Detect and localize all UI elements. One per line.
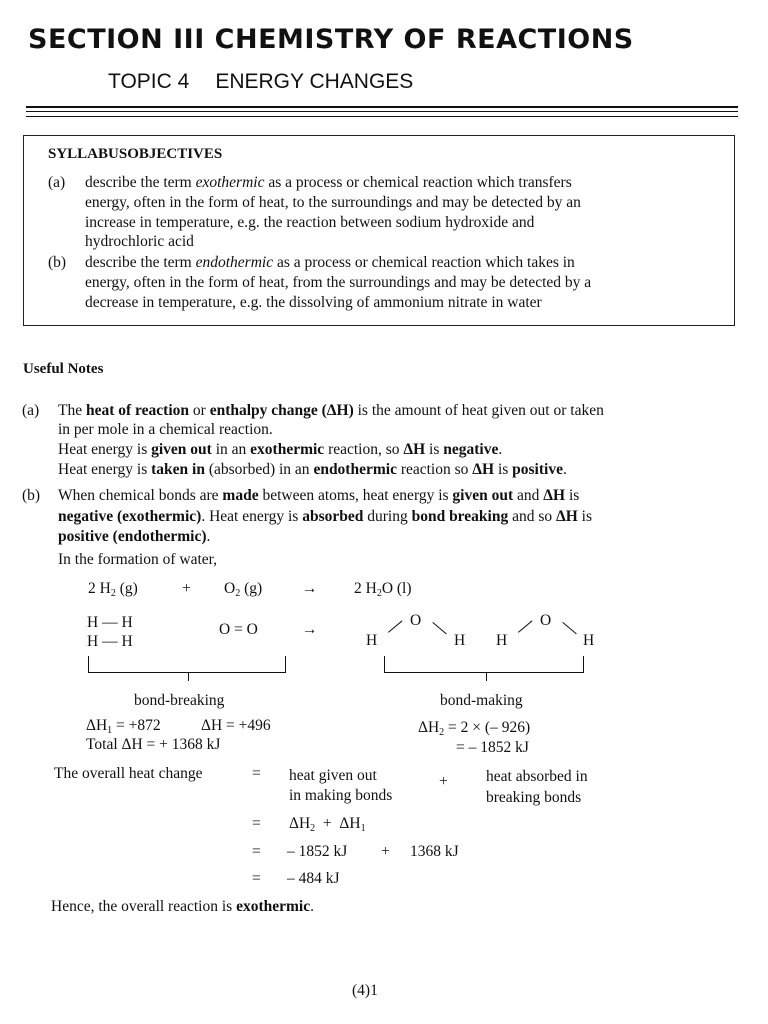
topic-heading [108, 70, 413, 94]
objective-a-line-3: increase in temperature, e.g. the reaction between sodium hydroxide and [85, 214, 535, 231]
bond-breaking-label: bond-breaking [134, 692, 225, 709]
heat-absorbed-line-1: heat absorbed in [486, 768, 588, 785]
bond-making-bracket-tick [486, 673, 487, 681]
plus-sign: + [182, 580, 191, 597]
note-a-line-4: Heat energy is taken in (absorbed) in an endothermic reaction so ΔH is positive. [58, 461, 567, 478]
water1-bond-right [432, 622, 446, 634]
objective-a-line-2: energy, often in the form of heat, to the surroundings and may be detected by an [85, 194, 581, 211]
term-exothermic: exothermic [195, 174, 265, 191]
water2-bond-right [562, 622, 576, 634]
objective-a-line-4: hydrochloric acid [85, 233, 194, 250]
objective-b-label: (b) [48, 254, 67, 271]
heat-absorbed-line-2: breaking bonds [486, 789, 582, 806]
water1-oxygen: O [410, 612, 422, 629]
overall-heat-change-label: The overall heat change [54, 765, 203, 782]
term-endothermic: endothermic [195, 254, 274, 271]
equals-4: = [252, 870, 261, 887]
overall-step-2: $\Delta H_2 + \Delta H_1$ [289, 815, 366, 834]
dh2-value: $\Delta H_2 = 2$ × (– 926) [418, 719, 531, 738]
bond-making-label: bond-making [440, 692, 523, 709]
note-a-line-1: The heat of reaction or enthalpy change (ΔH) is the amount of heat given out or taken [58, 402, 604, 419]
objective-b-line-3: decrease in temperature, e.g. the dissolving of ammonium nitrate in water [85, 294, 542, 311]
overall-plus: + [439, 773, 448, 790]
topic-title: ENERGY CHANGES [215, 70, 414, 93]
water2-oxygen: O [540, 612, 552, 629]
water1-h-right: H [454, 632, 466, 649]
note-b-line-2: negative (exothermic). Heat energy is absorbed during bond breaking and so ΔH is [58, 508, 593, 525]
conclusion: Hence, the overall reaction is exothermic. [51, 898, 314, 915]
reactant-hydrogen: 2 $H_2$ (g) [88, 580, 138, 599]
overall-step-3-plus: + [381, 843, 390, 860]
water1-h-left: H [366, 632, 378, 649]
note-b-label: (b) [22, 487, 41, 504]
water2-h-left: H [496, 632, 508, 649]
heat-given-out-line-1: heat given out [289, 767, 377, 784]
equals-2: = [252, 815, 261, 832]
equals-3: = [252, 843, 261, 860]
dh-oo-value: ΔH = +496 [201, 717, 271, 734]
structure-arrow: → [302, 621, 318, 638]
reaction-arrow: → [302, 580, 318, 597]
note-b-line-4: In the formation of water, [58, 551, 218, 568]
section-title: SECTION III CHEMISTRY OF REACTIONS [28, 24, 634, 55]
equals-1: = [252, 765, 261, 782]
heat-given-out-line-2: in making bonds [289, 787, 393, 804]
useful-notes-heading: Useful Notes [23, 361, 104, 377]
overall-step-3-a: – 1852 kJ [287, 843, 348, 860]
objective-b-line-1: describe the term endothermic as a process or chemical reaction which takes in [85, 254, 575, 271]
header-rule-top [26, 106, 738, 108]
overall-step-3-b: 1368 kJ [410, 843, 459, 860]
note-a-line-3: Heat energy is given out in an exothermic reaction, so ΔH is negative. [58, 441, 503, 458]
header-rule-bottom [26, 116, 738, 117]
reactant-oxygen: $O_2$ (g) [224, 580, 263, 599]
note-b-line-1: When chemical bonds are made between atoms, heat energy is given out and ΔH is [58, 487, 580, 504]
hh-bond-1: H — H [87, 614, 133, 631]
bond-breaking-bracket-tick [188, 673, 189, 681]
dh2-result: = – 1852 kJ [456, 739, 529, 756]
bond-making-bracket [384, 656, 584, 673]
objective-a-line-1: describe the term exothermic as a process or chemical reaction which transfers [85, 174, 572, 191]
bond-breaking-bracket [88, 656, 286, 673]
overall-result: – 484 kJ [287, 870, 340, 887]
water1-bond-left [388, 620, 402, 632]
objective-a-label: (a) [48, 174, 66, 191]
oo-bond: O = O [219, 621, 258, 638]
page-number: (4)1 [352, 982, 378, 999]
note-a-line-2: in per mole in a chemical reaction. [58, 421, 273, 438]
note-a-label: (a) [22, 402, 40, 419]
water2-bond-left [518, 620, 532, 632]
objective-b-line-2: energy, often in the form of heat, from the surroundings and may be detected by a [85, 274, 592, 291]
hh-bond-2: H — H [87, 633, 133, 650]
dh1-value: $\Delta H_1 = +872$ [86, 717, 161, 736]
total-dh-breaking: Total ΔH = + 1368 kJ [86, 736, 221, 753]
note-b-line-3: positive (endothermic). [58, 528, 211, 545]
header-rule-middle [26, 111, 738, 112]
water2-h-right: H [583, 632, 595, 649]
topic-number: TOPIC 4 [108, 70, 190, 93]
syllabus-title: SYLLABUSOBJECTIVES [48, 146, 223, 162]
product-water: 2 $H_2O$ (l) [354, 580, 412, 599]
